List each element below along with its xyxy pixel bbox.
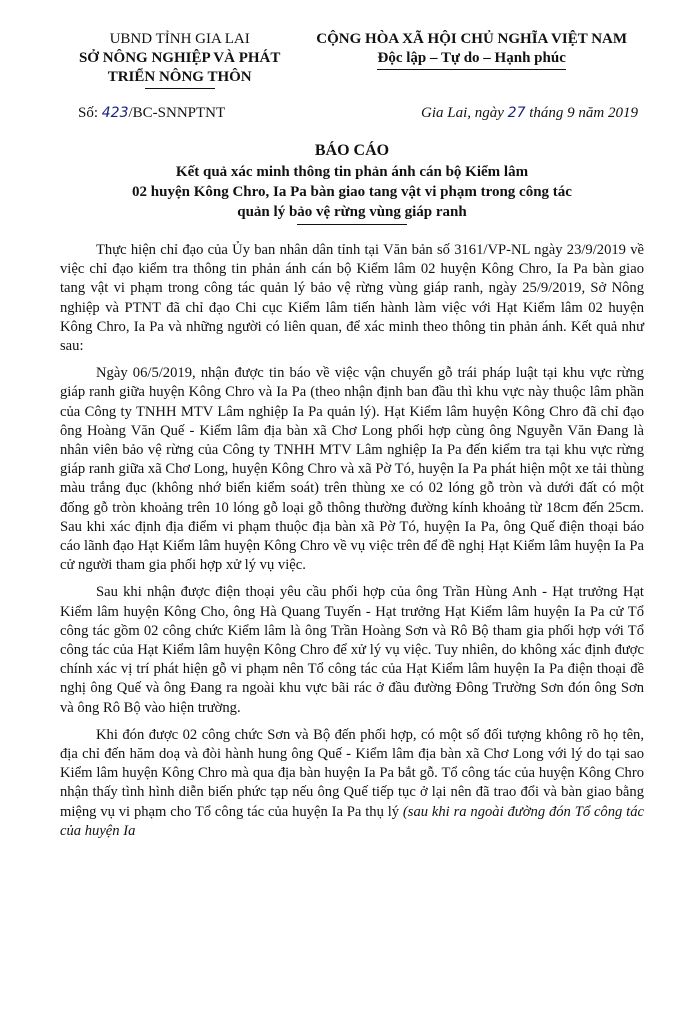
agency-line-1: UBND TỈNH GIA LAI bbox=[109, 31, 250, 47]
date-month-year: tháng 9 năm 2019 bbox=[529, 105, 638, 121]
document-type: BÁO CÁO bbox=[314, 142, 390, 159]
paragraph-1: Thực hiện chỉ đạo của Ủy ban nhân dân tỉnh tại Văn bản số 3161/VP-NL ngày 23/9/2019 về việc chỉ đạo kiểm tra thông tin phản ánh cán bộ Kiểm lâm 02 huyện Kông Chro, Ia Pa bàn giao tang vật vi phạm trong công tác quản lý bảo vệ rừng vùng giáp ranh, ngày 25/9/2019, Sở Nông nghiệp và PTNT đã chỉ đạo Chi cục Kiểm lâm tiến hành làm việc với Hạt Kiểm lâm 02 huyện Kông Chro, Ia Pa và những người có liên quan, để xác minh theo thông tin phản ánh. Kết quả như sau: bbox=[60, 242, 644, 355]
place-prefix: Gia Lai, ngày bbox=[421, 105, 504, 121]
document-title bbox=[60, 140, 644, 225]
paragraph-4 bbox=[60, 726, 644, 841]
agency-line-3: TRIỂN NÔNG THÔN bbox=[107, 69, 252, 85]
date-day: 27 bbox=[507, 105, 526, 121]
paragraph-3: Sau khi nhận được điện thoại yêu cầu phối hợp của ông Trần Hùng Anh - Hạt trưởng Hạt Kiểm lâm huyện Kông Cho, ông Hà Quang Tuyến - Hạt trưởng Hạt Kiểm lâm huyện Ia Pa cử Tổ công tác gồm 02 công chức Kiểm lâm là ông Trần Hoàng Sơn và Rô Bộ tham gia phối hợp với Tổ công tác của Hạt Kiểm lâm huyện Kông Chro để xử lý vụ việc. Tuy nhiên, do không xác định được chính xác vị trí phát hiện gỗ vi phạm nên Tổ công tác của Hạt Kiểm lâm huyện Ia Pa điện thoại đề nghị ông Quế và ông Đang ra ngoài khu vực bãi rác ở đầu đường Đông Trường Sơn đón ông Sơn và ông Rô Bộ vào hiện trường. bbox=[60, 584, 644, 716]
number-code: /BC-SNNPTNT bbox=[128, 105, 226, 121]
issuing-agency bbox=[60, 30, 299, 89]
national-heading bbox=[299, 30, 644, 89]
paragraph-4-text: Khi đón được 02 công chức Sơn và Bộ đến phối hợp, có một số đối tượng không rõ họ tên, địa chỉ đến hăm doạ và đòi hành hung ông Quế - Kiểm lâm địa bàn xã Chơ Long với lý do tại sao Kiểm lâm huyện Kông Chro mà qua địa bàn huyện Ia Pa bắt gỗ. Tổ công tác của huyện Kông Chro nhận thấy tình hình diễn biến phức tạp nếu ông Quế tiếp tục ở lại nên đã trao đổi và bàn giao bằng miệng vụ vi phạm cho Tổ công tác của huyện Ia Pa thụ lý bbox=[60, 726, 644, 820]
agency-underline bbox=[145, 88, 215, 89]
document-number bbox=[60, 105, 300, 122]
number-value: 423 bbox=[101, 105, 129, 121]
document-meta bbox=[60, 105, 644, 122]
country-name: CỘNG HÒA XÃ HỘI CHỦ NGHĨA VIỆT NAM bbox=[316, 31, 628, 47]
subject-line-3: quản lý bảo vệ rừng vùng giáp ranh bbox=[237, 204, 467, 220]
document-body bbox=[60, 241, 644, 841]
agency-line-2: SỞ NÔNG NGHIỆP VÀ PHÁT bbox=[78, 50, 281, 66]
paragraph-4-italic: (sau khi ra ngoài đường đón Tổ công tác của huyện Ia bbox=[60, 803, 644, 839]
subject-line-1: Kết quả xác minh thông tin phản ánh cán bộ Kiểm lâm bbox=[175, 164, 529, 180]
national-motto: Độc lập – Tự do – Hạnh phúc bbox=[377, 49, 565, 70]
document-header bbox=[60, 30, 644, 89]
subject-line-2: 02 huyện Kông Chro, Ia Pa bàn giao tang vật vi phạm trong công tác bbox=[132, 184, 572, 200]
number-label: Số: bbox=[78, 105, 99, 121]
paragraph-2: Ngày 06/5/2019, nhận được tin báo về việc vận chuyển gỗ trái pháp luật tại khu vực rừng giáp ranh giữa huyện Kông Chro và Ia Pa (theo nhận định ban đầu thì khu vực này thuộc lâm phần của Công ty TNHH MTV Lâm nghiệp Ia Pa quản lý). Hạt Kiểm lâm huyện Kông Chro đã chỉ đạo ông Hoàng Văn Quế - Kiểm lâm địa bàn xã Chơ Long phối hợp cùng ông Nguyễn Văn Đang là nhân viên bảo vệ rừng của Công ty TNHH MTV Lâm nghiệp Ia Pa đến kiểm tra tại khu vực rừng giáp ranh giữa xã Chơ Long, huyện Kông Chro và xã Pờ Tó, huyện Ia Pa phát hiện một xe tải thùng màu trắng đục (không nhớ biển kiểm soát) trên thùng xe có 02 lóng gỗ tròn và dưới đất có một đống gỗ tròn khoảng trên 10 lóng gỗ loại gỗ thông thường đường kính khoảng từ 18cm đến 25cm. Sau khi xác định địa điểm vi phạm thuộc địa bàn xã Pờ Tó, huyện Ia Pa, ông Quế điện thoại báo cáo lãnh đạo Hạt Kiểm lâm huyện Kông Chro về vụ việc trên để đề nghị Hạt Kiểm lâm huyện Ia Pa cử người tham gia phối hợp xử lý vụ việc. bbox=[60, 365, 644, 574]
place-and-date bbox=[300, 105, 644, 122]
subject-underline bbox=[297, 224, 407, 225]
